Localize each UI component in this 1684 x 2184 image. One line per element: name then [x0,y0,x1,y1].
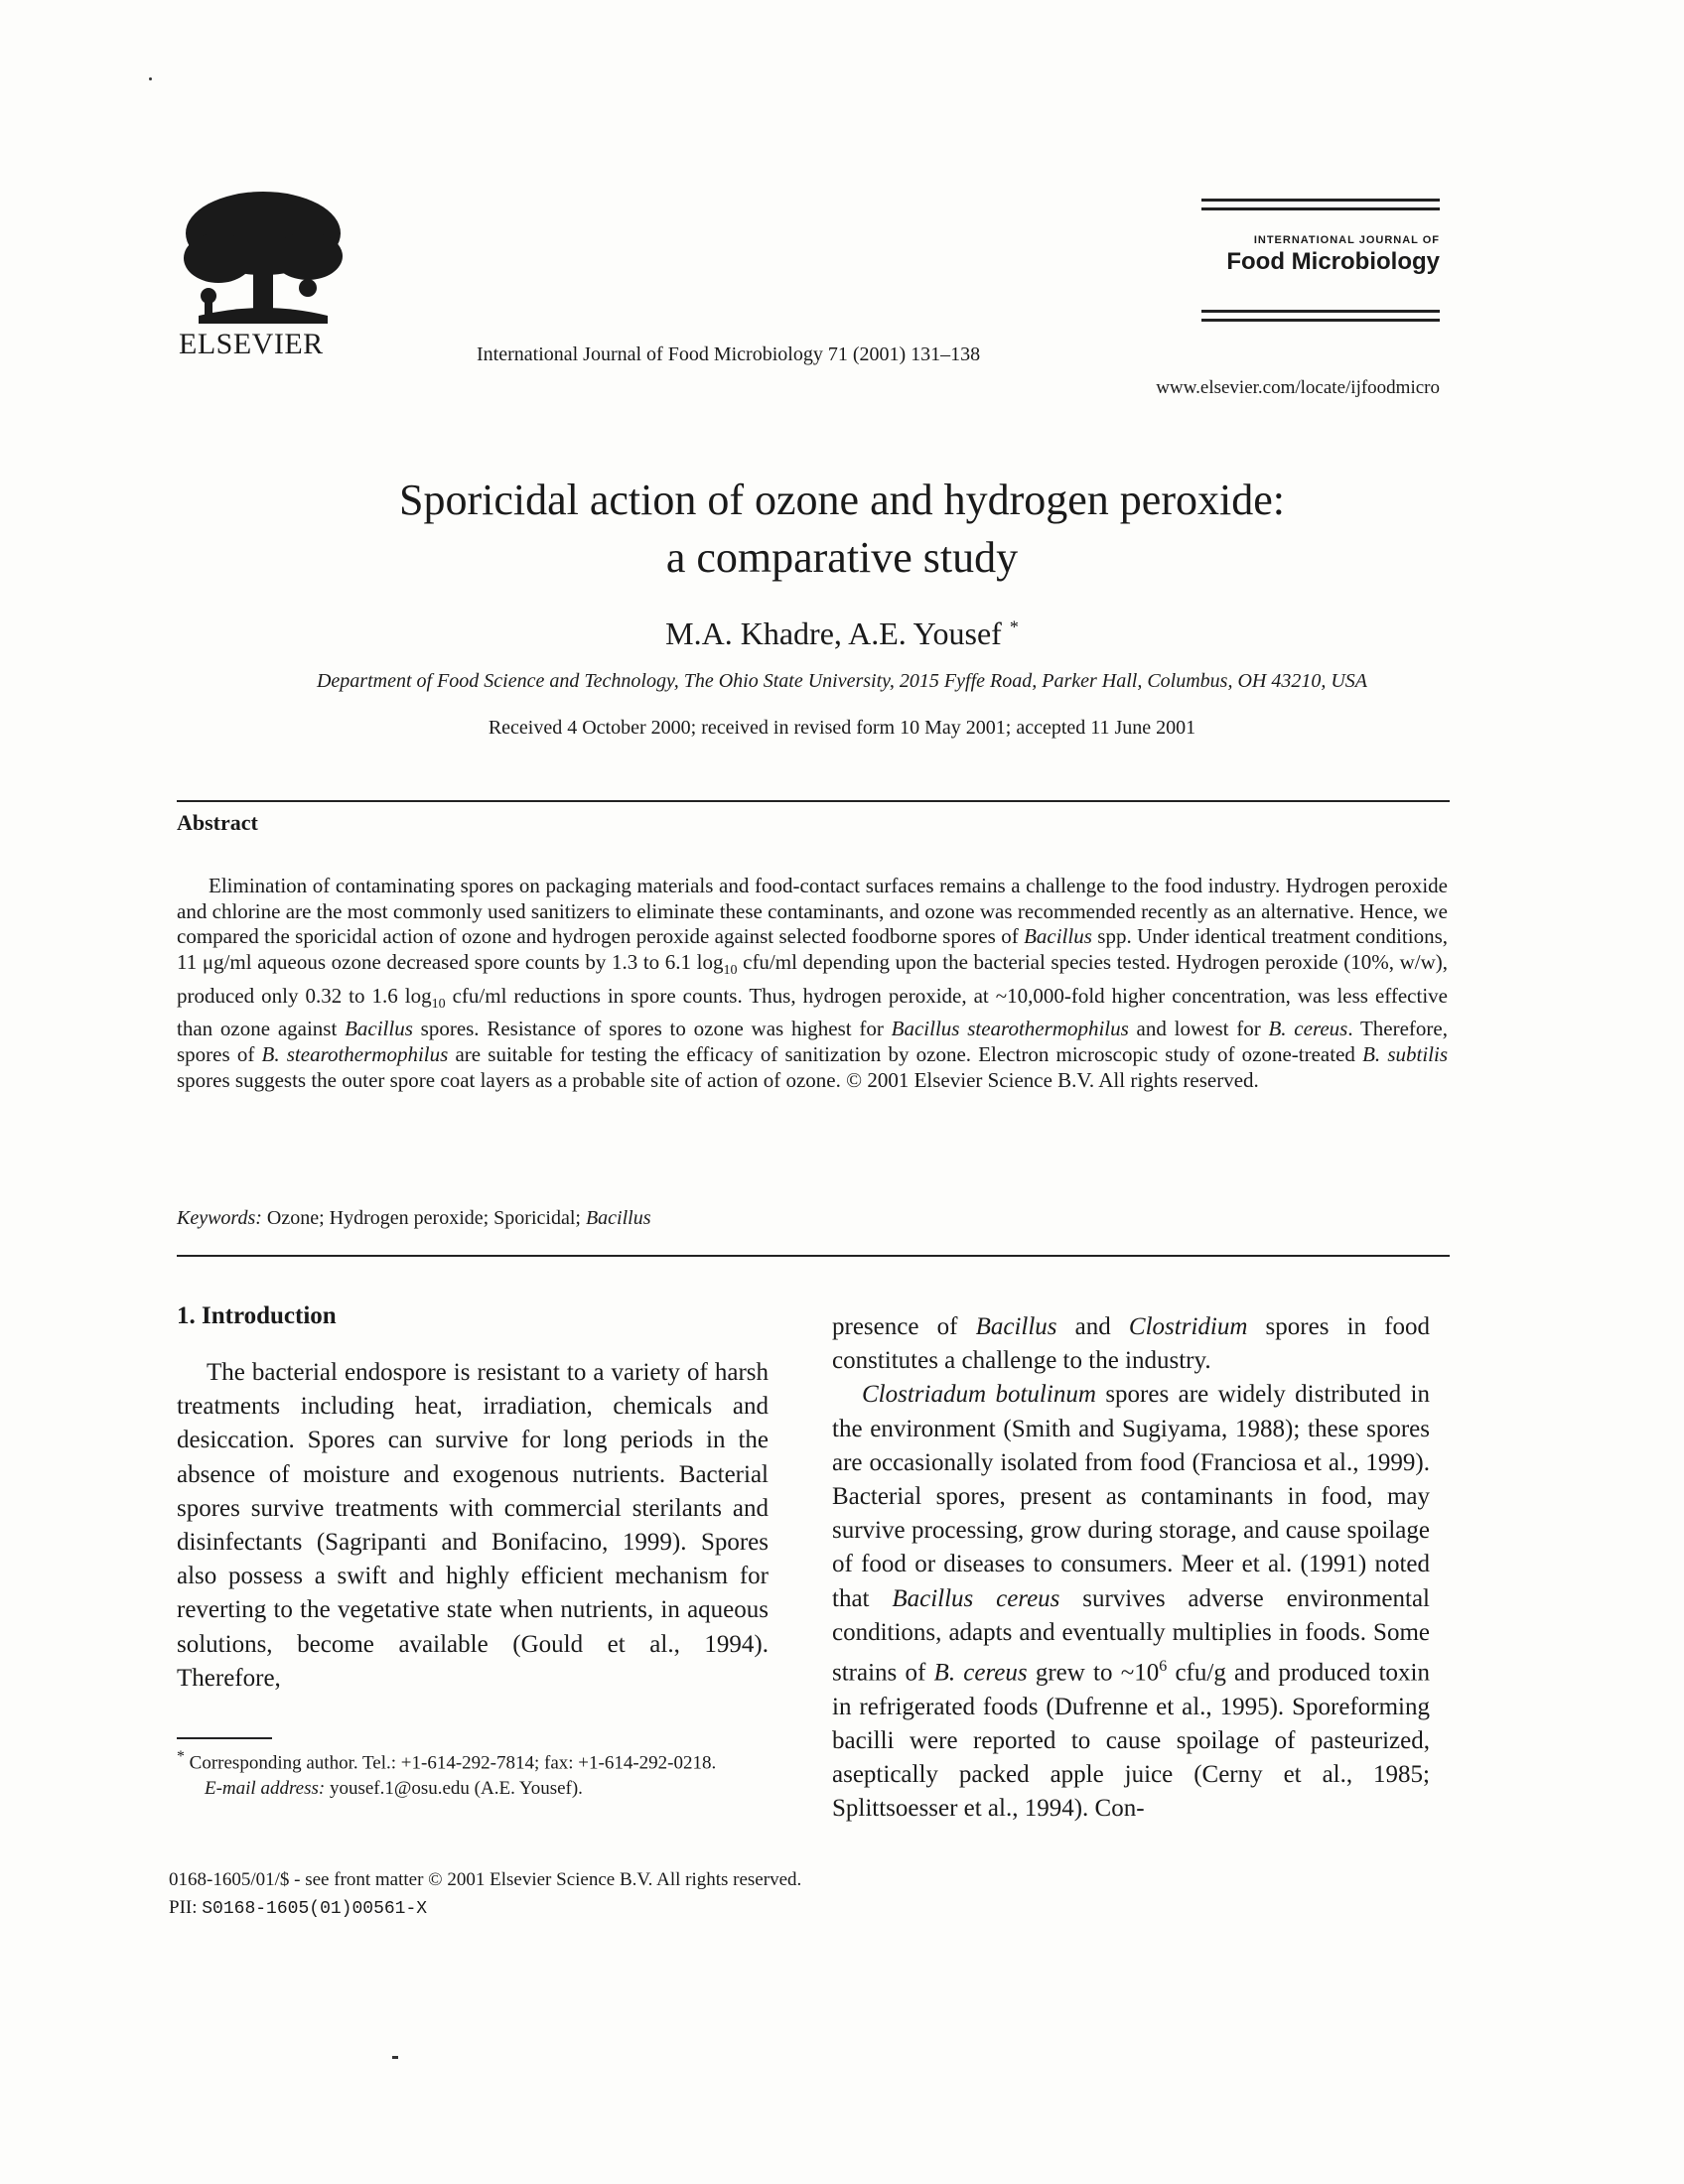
email-note: E-mail address: yousef.1@osu.edu (A.E. Yousef). [205,1778,583,1800]
abstract-heading: Abstract [177,810,258,835]
corresponding-author-note: * Corresponding author. Tel.: +1-614-292-7814; fax: +1-614-292-0218. [177,1748,717,1774]
brand-rule [1201,319,1440,322]
brand-rule [1201,199,1440,202]
journal-url[interactable]: www.elsevier.com/locate/ijfoodmicro [1156,377,1440,398]
abstract-text: Elimination of contaminating spores on packaging materials and food-contact surfaces remains a challenge to the food industry. Hydrogen peroxide and chlorine are the most commonly used sanitizers to eliminate these contaminants, and ozone was recommended recently as an alternative. Hence, we compared the sporicidal action of ozone and hydrogen peroxide against selected foodborne spores of Bacillus spp. Under identical treatment conditions, 11 μg/ml aqueous ozone decreased spore counts by 1.3 to 6.1 $\log_{10} cfu/ml$ depending upon the bacterial species tested. Hydrogen peroxide (10%, w/w), produced only 0.32 to 1.6 $\log_{10} cfu/ml$ reductions in spore counts. Thus, hydrogen peroxide, at ~10,000-fold higher concentration, was less effective than ozone against Bacillus spores. Resistance of spores to ozone was highest for Bacillus stearothermophilus and lowest for B. cereus. Therefore, spores of B. stearothermophilus are suitable for testing the efficacy of sanitization by ozone. Electron microscopic study of ozone-treated B. subtilis spores suggests the outer spore coat layers as a probable site of action of ozone. © 2001 Elsevier Science B.V. All rights reserved. [177,874,1449,1092]
journal-brand-small: INTERNATIONAL JOURNAL OF [1253,234,1440,246]
journal-brand-name: Food Microbiology [1226,248,1440,275]
footnote [177,1744,769,1802]
corresponding-mark: * [1009,616,1019,637]
authors [199,615,1485,652]
affiliation: Department of Food Science and Technology, The Ohio State University, 2015 Fyffe Road, Parker Hall, Columbus, OH 43210, USA [316,670,1367,692]
author-names: M.A. Khadre, A.E. Yousef [665,615,1002,651]
brand-rule [1201,207,1440,210]
abstract-bottom-rule [177,1255,1450,1257]
journal-brand [1201,199,1440,328]
intro-paragraph-continued: presence of Bacillus and Clostridium spores in food constitutes a challenge to the industry. [832,1313,1431,1375]
footnote-rule [177,1737,272,1739]
right-column [832,1310,1430,1826]
copyright-line: 0168-1605/01/$ - see front matter © 2001 Elsevier Science B.V. All rights reserved. [169,1869,802,1890]
pii-line: PII: S0168-1605(01)00561-X [169,1897,428,1919]
title-line-2: a comparative study [665,533,1019,582]
received-dates: Received 4 October 2000; received in revised form 10 May 2001; accepted 11 June 2001 [488,717,1196,739]
speck [149,77,152,80]
section-heading-introduction: 1. Introduction [177,1302,337,1329]
email-address[interactable]: yousef.1@osu.edu (A.E. Yousef). [325,1778,583,1800]
keywords: Keywords: Ozone; Hydrogen peroxide; Sporicidal; Bacillus [177,1207,651,1229]
intro-paragraph-1: The bacterial endospore is resistant to a variety of harsh treatments including heat, irradiation, chemicals and desiccation. Spores can survive for long periods in the absence of moisture and exogenous nutrients. Bacterial spores survive treatments with commercial sterilants and disinfectants (Sagripanti and Bonifacino, 1999). Spores also possess a swift and highly efficient mechanism for reverting to the vegetative state when nutrients, in aqueous solutions, become available (Gould et al., 1994). Therefore, [177,1359,769,1692]
keywords-label: Keywords: [177,1207,262,1229]
abstract-top-rule [177,800,1450,802]
publisher-name: ELSEVIER [179,328,324,360]
article-title [199,472,1485,587]
title-line-1: Sporicidal action of ozone and hydrogen peroxide: [399,476,1285,524]
intro-paragraph-2: Clostriadum botulinum spores are widely distributed in the environment (Smith and Sugiyama, 1988); these spores are occasionally isolated from food (Franciosa et al., 1999). Bacterial spores, present as contaminants in food, may survive processing, grow during storage, and cause spoilage of food or diseases to consumers. Meer et al. (1991) noted that Bacillus cereus survives adverse environmental conditions, adapts and eventually multiplies in foods. Some strains of B. cereus grew to $\sim 10^6$ cfu/g and produced toxin in refrigerated foods (Dufrenne et al., 1995). Sporeforming bacilli were reported to cause spoilage of pasteurized, aseptically packed apple juice (Cerny et al., 1985; Splittsoesser et al., 1994). Con- [832,1381,1430,1823]
speck [392,2056,398,2059]
front-matter [169,1866,1062,1923]
left-column [177,1356,769,1696]
elsevier-tree-logo [179,189,348,328]
brand-rule [1201,310,1440,313]
journal-citation: International Journal of Food Microbiology 71 (2001) 131–138 [477,343,981,365]
